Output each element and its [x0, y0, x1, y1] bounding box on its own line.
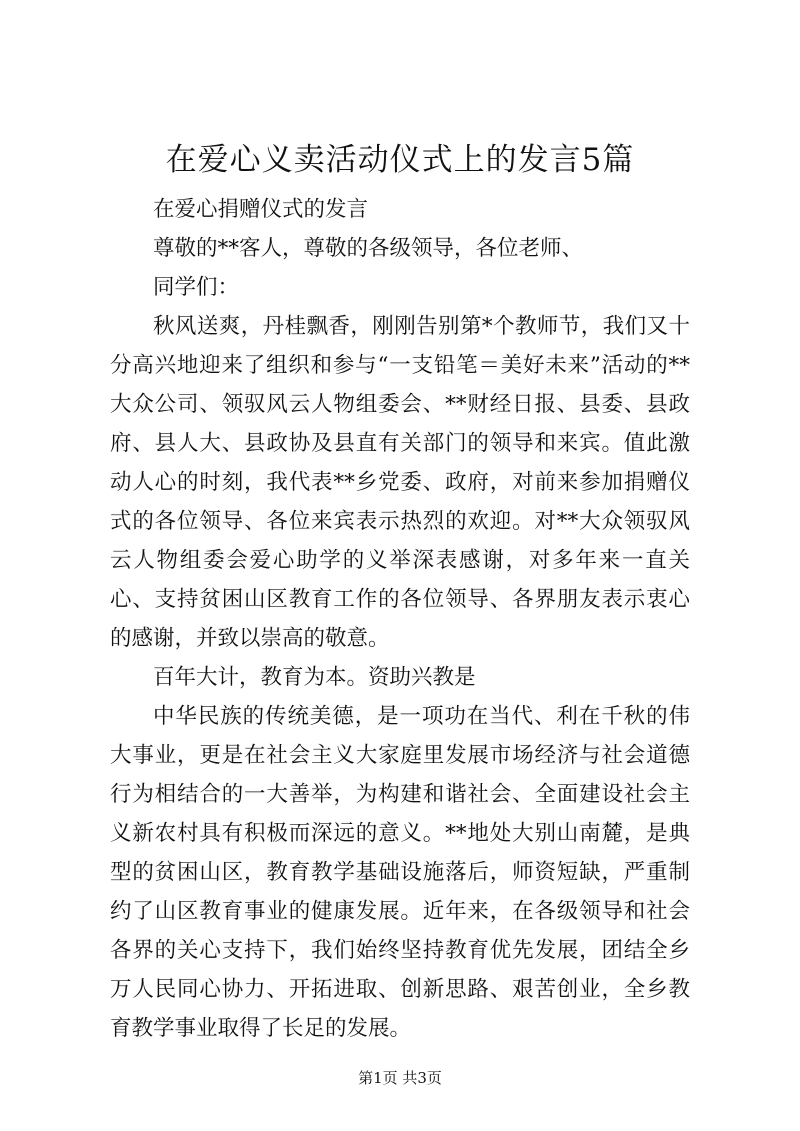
paragraph-salutation: 尊敬的**客人，尊敬的各级领导，各位老师、	[153, 236, 584, 261]
page-footer: 第1页 共3页	[358, 1069, 442, 1087]
page-title: 在爱心义卖活动仪式上的发言5篇	[165, 142, 635, 178]
document-body	[110, 190, 690, 1048]
paragraph-education-body: 中华民族的传统美德，是一项功在当代、利在千秋的伟大事业，更是在社会主义大家庭里发展市场经济与社会道德行为相结合的一大善举，为构建和谐社会、全面建设社会主义新农村具有积极而深远的意义。**地处大别山南麓，是典型的贫困山区，教育教学基础设施落后，师资短缺，严重制约了山区教育事业的健康发展。近年来，在各级领导和社会各界的关心支持下，我们始终坚持教育优先发展，团结全乡万人民同心协力、开拓进取、创新思路、艰苦创业，全乡教育教学事业取得了长足的发展。	[110, 704, 690, 1041]
paragraph-heading: 在爱心捐赠仪式的发言	[153, 197, 369, 222]
paragraph-salutation-cont: 同学们：	[153, 275, 240, 300]
paragraph-welcome: 秋风送爽，丹桂飘香，刚刚告别第*个教师节，我们又十分高兴地迎来了组织和参与“一支铅笔＝美好未来”活动的**大众公司、领驭风云人物组委会、**财经日报、县委、县政府、县人大、县政协及县直有关部门的领导和来宾。值此激动人心的时刻，我代表**乡党委、政府，对前来参加捐赠仪式的各位领导、各位来宾表示热烈的欢迎。对**大众领驭风云人物组委会爱心助学的义举深表感谢，对多年来一直关心、支持贫困山区教育工作的各位领导、各界朋友表示衷心的感谢，并致以崇高的敬意。	[110, 314, 690, 651]
paragraph-education-intro: 百年大计，教育为本。资助兴教是	[153, 665, 476, 690]
